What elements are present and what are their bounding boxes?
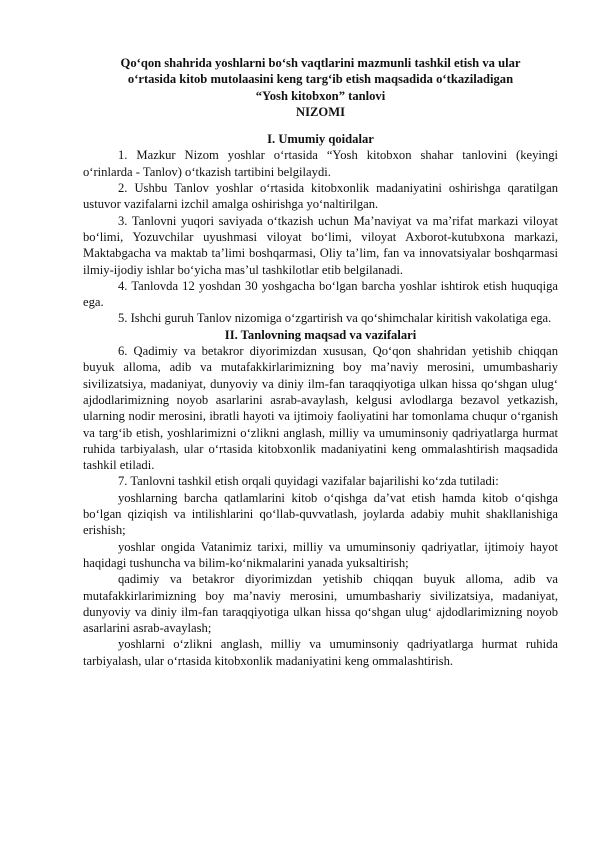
- section-heading: II. Tanlovning maqsad va vazifalari: [224, 327, 417, 342]
- title-line: o‘rtasida kitob mutolaasini keng targ‘ib etish maqsadida o‘tkaziladigan: [127, 72, 514, 87]
- title-line: “Yosh kitobxon” tanlovi: [255, 88, 386, 103]
- paragraph: 6. Qadimiy va betakror diyorimizdan xususan, Qo‘qon shahridan yetishib chiqqan buyuk alloma, adib va mutafakkirlarimizning boy ma’naviy merosini, umumbashariy sivilizatsiya, madaniyat, dunyoviy va diniy ilm-fan taraqqiyotiga ulkan hissa qo‘shgan ulug‘ ajdodlarimizning noyob asarlarini asrab-avaylash, kelgusi avlodlarga bezavol yetkazish, ularning nodir merosini, ibratli hayoti va ijtimoiy faoliyatini har tomonlama chuqur o‘rganish va targ‘ib etish, yoshlarimizni o‘zlikni anglash, milliy va umuminsoniy qadriyatlarga hurmat ruhida tarbiyalash, ular o‘rtasida kitobxonlik madaniyatini keng ommalashtirish maqsadida tashkil etiladi.: [83, 344, 558, 473]
- paragraph: 2. Ushbu Tanlov yoshlar o‘rtasida kitobxonlik madaniyatini oshirishga qaratilgan ustuvor vazifalarni izchil amalga oshirishga yo‘naltirilgan.: [83, 181, 558, 212]
- section-general-rules: [83, 131, 558, 327]
- paragraph: qadimiy va betakror diyorimizdan yetishib chiqqan buyuk alloma, adib va mutafakkirlarimizning boy ma’naviy merosini, umumbashariy sivilizatsiya, madaniyat, dunyoviy va diniy ilm-fan taraqqiyotiga ulkan hissa qo‘shgan ulug‘ ajdodlarimizning noyob asarlarini asrab-avaylash;: [83, 572, 558, 636]
- paragraph: 3. Tanlovni yuqori saviyada o‘tkazish uchun Ma’naviyat va ma’rifat markazi viloyat bo‘limi, Yozuvchilar uyushmasi viloyat bo‘limi, viloyat Axborot-kutubxona markazi, Maktabgacha va maktab ta’limi boshqarmasi, Oliy ta’lim, fan va innovatsiyalar boshqarmasi ilmiy-ijodiy ishlar bo‘yicha mas’ul tashkilotlar etib belgilanadi.: [83, 213, 558, 277]
- document-title: [83, 55, 558, 104]
- document-subtitle: NIZOMI: [296, 104, 345, 119]
- paragraph: 1. Mazkur Nizom yoshlar o‘rtasida “Yosh kitobxon shahar tanlovini (keyingi o‘rinlarda - Tanlov) o‘tkazish tartibini belgilaydi.: [83, 148, 558, 179]
- document-body: [83, 55, 558, 669]
- paragraph: yoshlarni o‘zlikni anglash, milliy va umuminsoniy qadriyatlarga hurmat ruhida tarbiyalash, ular o‘rtasida kitobxonlik madaniyatini keng ommalashtirish.: [83, 637, 558, 668]
- paragraph: 7. Tanlovni tashkil etish orqali quyidagi vazifalar bajarilishi ko‘zda tutiladi:: [118, 474, 499, 489]
- paragraph: 5. Ishchi guruh Tanlov nizomiga o‘zgartirish va qo‘shimchalar kiritish vakolatiga ega.: [118, 311, 552, 326]
- section-goals-and-tasks: [83, 327, 558, 669]
- paragraph: 4. Tanlovda 12 yoshdan 30 yoshgacha bo‘lgan barcha yoshlar ishtirok etish huquqiga ega.: [83, 278, 558, 310]
- section-heading: I. Umumiy qoidalar: [267, 132, 374, 147]
- paragraph: yoshlarning barcha qatlamlarini kitob o‘qishga da’vat etish hamda kitob o‘qishga bo‘lgan qiziqish va intilishlarini qo‘llab-quvvatlash, joylarda adabiy muhit shakllanishiga erishish;: [83, 490, 558, 538]
- title-line: Qo‘qon shahrida yoshlarni bo‘sh vaqtlarini mazmunli tashkil etish va ular: [120, 56, 521, 70]
- paragraph: yoshlar ongida Vatanimiz tarixi, milliy va umuminsoniy qadriyatlar, ijtimoiy hayot haqidagi tushuncha va bilim-ko‘nikmalarini yanada yuksaltirish;: [83, 539, 558, 570]
